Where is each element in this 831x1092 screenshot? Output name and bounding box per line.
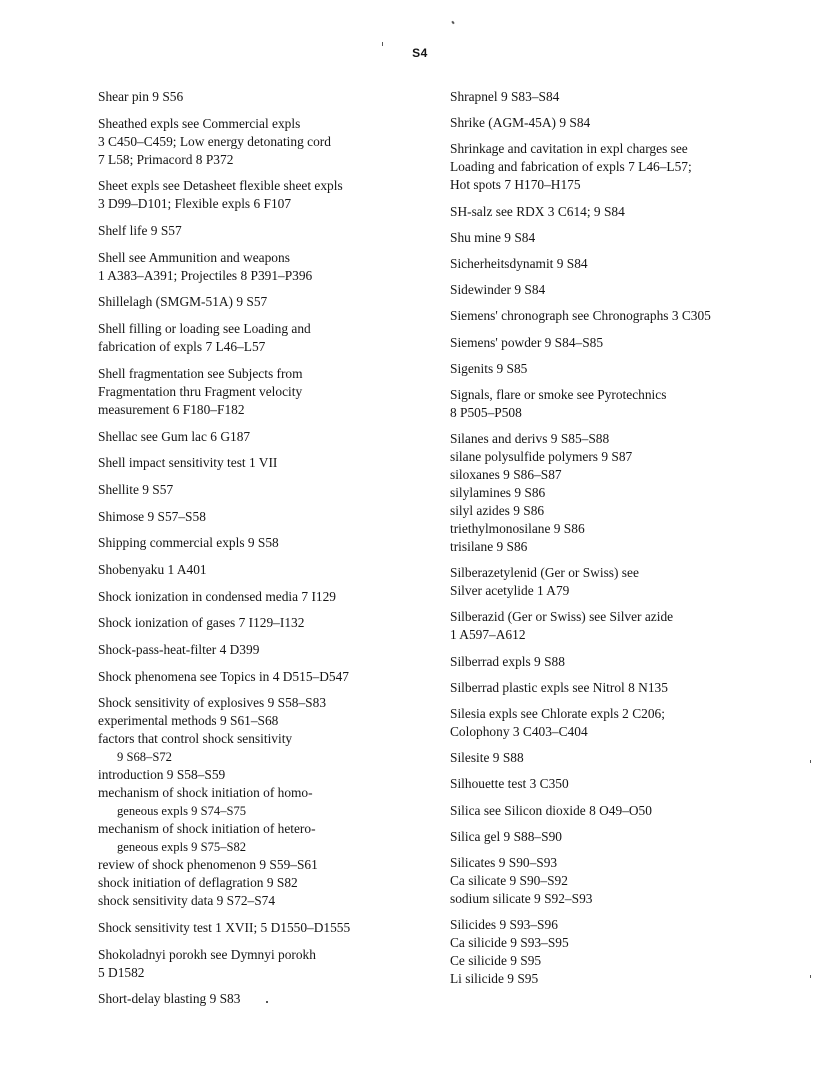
index-entry	[450, 828, 780, 846]
index-subentry: Ca silicate 9 S90–S92	[450, 872, 568, 888]
index-entry	[98, 481, 418, 499]
index-column-right	[450, 88, 780, 996]
index-subentry: 1 A597–A612	[450, 627, 526, 643]
index-subentry: Li silicide 9 S95	[450, 971, 539, 987]
index-subentry: siloxanes 9 S86–S87	[450, 467, 562, 483]
index-heading: Shear pin 9 S56	[98, 89, 184, 104]
index-subentry: triethylmonosilane 9 S86	[450, 521, 585, 537]
index-heading: Shellite 9 S57	[98, 481, 174, 497]
index-entry	[450, 749, 780, 767]
index-subentry: 1 A383–A391; Projectiles 8 P391–P396	[98, 267, 313, 283]
index-subentry: Hot spots 7 H170–H175	[450, 177, 581, 193]
index-entry	[450, 334, 780, 352]
index-heading: Silica gel 9 S88–S90	[450, 828, 562, 844]
index-entry	[98, 428, 418, 446]
index-heading: Shell impact sensitivity test 1 VII	[98, 455, 278, 471]
scan-speck	[382, 42, 383, 46]
index-subentry: Colophony 3 C403–C404	[450, 724, 588, 739]
index-entry	[450, 430, 780, 556]
index-heading: Shock ionization of gases 7 I129–I132	[98, 615, 305, 631]
index-subentry: introduction 9 S58–S59	[98, 767, 226, 783]
index-entry	[450, 229, 780, 247]
index-entry	[98, 588, 418, 606]
index-heading: Silanes and derivs 9 S85–S88	[450, 431, 610, 447]
index-heading: Siemens' chronograph see Chronographs 3 C305	[450, 308, 711, 324]
index-heading: SH-salz see RDX 3 C614; 9 S84	[450, 203, 625, 219]
index-entry	[98, 115, 418, 169]
index-entry	[98, 990, 418, 1008]
index-subentry: fabrication of expls 7 L46–L57	[98, 339, 266, 355]
index-subentry: shock sensitivity data 9 S72–S74	[98, 893, 276, 909]
index-heading: Shock ionization in condensed media 7 I129	[98, 588, 337, 604]
index-entry	[98, 177, 418, 213]
index-subentry: geneous expls 9 S74–S75	[117, 804, 247, 819]
index-entry	[98, 561, 418, 579]
index-entry	[98, 946, 418, 982]
index-subentry: factors that control shock sensitivity	[98, 731, 293, 747]
index-column-left	[98, 88, 418, 1017]
index-subentry: 9 S68–S72	[117, 750, 172, 765]
index-heading: Silesia expls see Chlorate expls 2 C206;	[450, 706, 665, 721]
index-entry	[450, 802, 780, 820]
index-heading: Siemens' powder 9 S84–S85	[450, 334, 604, 350]
page-number: S4	[412, 46, 428, 60]
index-heading: Shrinkage and cavitation in expl charges see	[450, 141, 688, 157]
index-heading: Shobenyaku 1 A401	[98, 561, 207, 577]
index-entry	[450, 114, 780, 132]
index-entry	[450, 360, 780, 378]
index-entry	[450, 775, 780, 793]
index-heading: Shell filling or loading see Loading and	[98, 321, 311, 337]
index-heading: Silicates 9 S90–S93	[450, 854, 558, 870]
index-subentry: 3 C450–C459; Low energy detonating cord	[98, 133, 331, 149]
index-heading: Shrike (AGM-45A) 9 S84	[450, 115, 591, 131]
scan-speck	[810, 760, 811, 763]
index-entry	[98, 249, 418, 285]
index-heading: Shipping commercial expls 9 S58	[98, 535, 279, 551]
index-entry	[98, 919, 418, 937]
index-entry	[450, 653, 780, 671]
index-subentry: silylamines 9 S86	[450, 485, 546, 501]
index-entry	[450, 88, 780, 106]
index-heading: Sheathed expls see Commercial expls	[98, 115, 301, 131]
index-subentry: shock initiation of deflagration 9 S82	[98, 875, 298, 891]
index-subentry: trisilane 9 S86	[450, 539, 528, 555]
index-heading: Short-delay blasting 9 S83	[98, 991, 241, 1007]
index-heading: Shock-pass-heat-filter 4 D399	[98, 642, 260, 657]
index-entry	[98, 614, 418, 632]
index-heading: Sigenits 9 S85	[450, 360, 528, 376]
index-heading: Shock sensitivity of explosives 9 S58–S83	[98, 695, 327, 711]
index-entry	[98, 641, 418, 659]
index-subentry: mechanism of shock initiation of homo-	[98, 785, 313, 801]
index-entry	[98, 534, 418, 552]
index-entry	[450, 679, 780, 697]
index-entry	[450, 608, 780, 644]
index-subentry: geneous expls 9 S75–S82	[117, 840, 247, 855]
index-heading: Shell see Ammunition and weapons	[98, 249, 290, 265]
index-entry	[450, 705, 780, 741]
index-entry	[450, 854, 780, 908]
index-entry	[98, 668, 418, 686]
index-subentry: 7 L58; Primacord 8 P372	[98, 151, 234, 167]
index-entry	[450, 386, 780, 422]
index-heading: Silica see Silicon dioxide 8 O49–O50	[450, 802, 652, 818]
index-heading: Shu mine 9 S84	[450, 229, 536, 245]
index-heading: Silicides 9 S93–S96	[450, 917, 558, 933]
index-entry	[450, 255, 780, 273]
index-entry	[450, 564, 780, 600]
index-heading: Shokoladnyi porokh see Dymnyi porokh	[98, 946, 316, 962]
index-subentry: 5 D1582	[98, 964, 145, 980]
index-entry	[98, 365, 418, 419]
index-entry	[450, 140, 780, 194]
index-subentry: silane polysulfide polymers 9 S87	[450, 449, 633, 465]
index-heading: Silhouette test 3 C350	[450, 776, 569, 792]
index-heading: Silberrad plastic expls see Nitrol 8 N135	[450, 679, 668, 695]
index-entry	[98, 320, 418, 356]
index-heading: Sicherheitsdynamit 9 S84	[450, 255, 588, 271]
scan-speck	[810, 975, 811, 978]
index-entry	[98, 508, 418, 526]
index-heading: Shell fragmentation see Subjects from	[98, 365, 303, 381]
index-subentry: silyl azides 9 S86	[450, 503, 545, 519]
index-subentry: experimental methods 9 S61–S68	[98, 713, 279, 729]
index-subentry: 3 D99–D101; Flexible expls 6 F107	[98, 196, 292, 212]
index-heading: Sheet expls see Detasheet flexible sheet expls	[98, 178, 343, 194]
index-subentry: Ce silicide 9 S95	[450, 953, 542, 969]
index-heading: Silesite 9 S88	[450, 750, 524, 766]
index-subentry: sodium silicate 9 S92–S93	[450, 890, 593, 906]
index-heading: Shock phenomena see Topics in 4 D515–D547	[98, 668, 349, 684]
index-heading: Signals, flare or smoke see Pyrotechnics	[450, 386, 667, 402]
index-heading: Shrapnel 9 S83–S84	[450, 89, 560, 104]
index-heading: Shock sensitivity test 1 XVII; 5 D1550–D1555	[98, 920, 351, 936]
index-subentry: mechanism of shock initiation of hetero-	[98, 821, 316, 837]
index-subentry: Fragmentation thru Fragment velocity	[98, 383, 303, 399]
index-subentry: Silver acetylide 1 A79	[450, 583, 570, 599]
index-subentry: Ca silicide 9 S93–S95	[450, 935, 569, 951]
index-entry	[98, 88, 418, 106]
index-entry	[98, 222, 418, 240]
index-subentry: Loading and fabrication of expls 7 L46–L57;	[450, 159, 692, 175]
index-heading: Shellac see Gum lac 6 G187	[98, 428, 251, 444]
index-entry	[98, 694, 418, 910]
index-entry	[98, 454, 418, 472]
index-entry	[450, 203, 780, 221]
index-heading: Silberazid (Ger or Swiss) see Silver azide	[450, 609, 674, 625]
index-heading: Shelf life 9 S57	[98, 223, 182, 239]
index-entry	[450, 916, 780, 988]
index-entry	[450, 281, 780, 299]
index-heading: Shillelagh (SMGM-51A) 9 S57	[98, 294, 268, 310]
index-heading: Silberazetylenid (Ger or Swiss) see	[450, 565, 639, 581]
index-heading: Silberrad expls 9 S88	[450, 653, 565, 669]
index-entry	[98, 293, 418, 311]
index-entry	[450, 307, 780, 325]
index-subentry: measurement 6 F180–F182	[98, 401, 245, 417]
index-heading: Sidewinder 9 S84	[450, 282, 546, 298]
index-subentry: 8 P505–P508	[450, 404, 522, 420]
index-heading: Shimose 9 S57–S58	[98, 508, 206, 524]
index-subentry: review of shock phenomenon 9 S59–S61	[98, 857, 318, 873]
scan-speck	[451, 21, 454, 25]
